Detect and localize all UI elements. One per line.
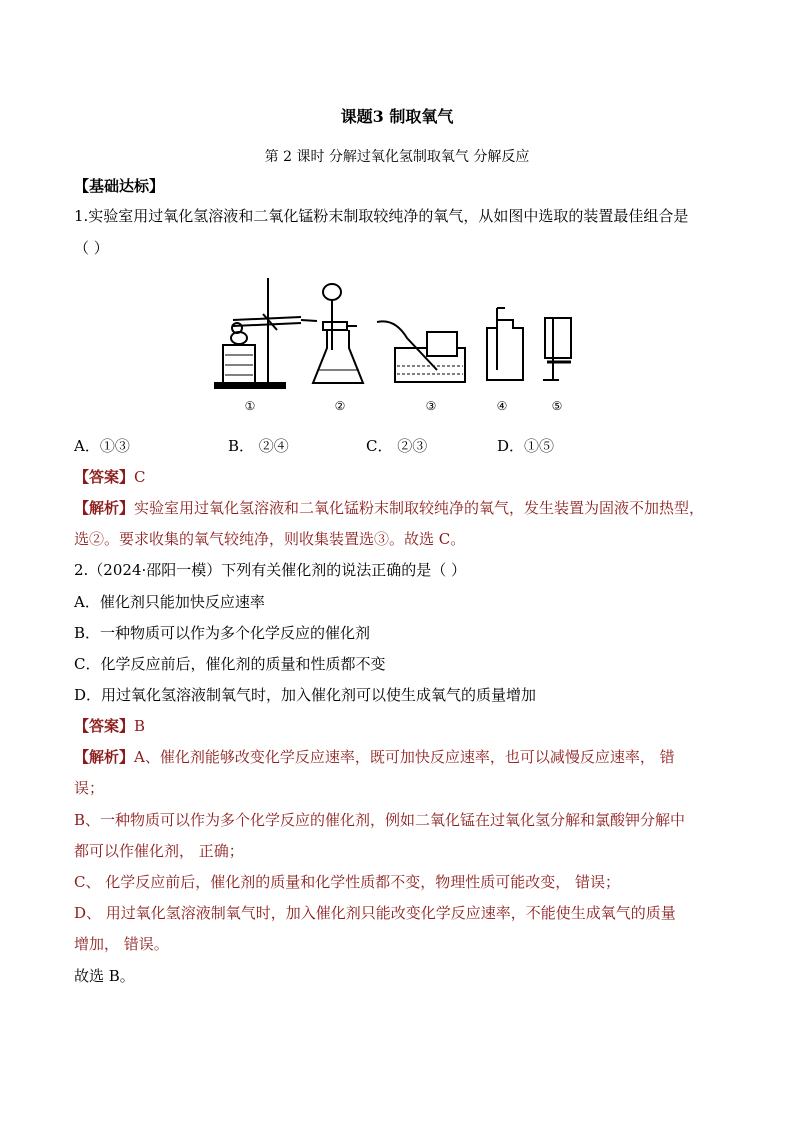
q1-answer-value: C	[134, 468, 146, 486]
section-heading: 【基础达标】	[74, 177, 165, 195]
q2-conclusion: 故选 B。	[74, 967, 135, 985]
q2-analysis-label: 【解析】	[74, 748, 135, 766]
page-subtitle: 第 2 课时 分解过氧化氢制取氧气 分解反应	[264, 149, 530, 165]
q2-analysis-b-line2: 都可以作催化剂， 正确；	[74, 842, 244, 860]
q2-stem: 2.（2024·邵阳一模）下列有关催化剂的说法正确的是（ ）	[74, 561, 467, 579]
page-title: 课题3 制取氧气	[340, 107, 454, 126]
figure-label-1: ①	[244, 399, 256, 413]
q1-analysis-line2: 选②。要求收集的氧气较纯净，则收集装置选③。故选 C。	[74, 530, 466, 548]
figure-label-4: ④	[496, 399, 508, 413]
q1-option-a: A．①③	[74, 437, 130, 455]
q2-analysis-a-line2: 误；	[74, 779, 105, 797]
q2-analysis-a-line1	[74, 747, 675, 767]
figure-label-2: ②	[334, 399, 346, 413]
q1-analysis-label: 【解析】	[74, 499, 135, 517]
q2-analysis-d-line1: D、 用过氧化氢溶液制氧气时，加入催化剂只能改变化学反应速率，不能使生成氧气的质量	[74, 904, 676, 922]
q2-option-c: C．化学反应前后，催化剂的质量和性质都不变	[74, 655, 386, 673]
q1-analysis-line1	[74, 498, 704, 518]
q2-option-d: D．用过氧化氢溶液制氧气时，加入催化剂可以使生成氧气的质量增加	[74, 686, 537, 704]
q1-stem-line1: 1.实验室用过氧化氢溶液和二氧化锰粉末制取较纯净的氧气，从如图中选取的装置最佳组合是	[74, 207, 689, 225]
q2-analysis-b-line1: B、一种物质可以作为多个化学反应的催化剂，例如二氧化锰在过氧化氢分解和氯酸钾分解中	[74, 811, 686, 829]
q1-option-c: C． ②③	[366, 437, 428, 455]
q1-option-d: D．①⑤	[497, 437, 555, 455]
apparatus-figure	[205, 270, 590, 418]
q1-answer-label: 【答案】	[74, 468, 135, 486]
q2-analysis-a-text: A、催化剂能够改变化学反应速率，既可加快反应速率，也可以减慢反应速率， 错	[134, 748, 675, 766]
q2-answer-value: B	[134, 717, 146, 735]
q2-option-a: A．催化剂只能加快反应速率	[74, 593, 265, 611]
q1-answer	[74, 467, 146, 487]
q1-stem-line2: （ ）	[74, 239, 109, 257]
figure-label-3: ③	[425, 399, 437, 413]
q2-option-b: B．一种物质可以作为多个化学反应的催化剂	[74, 624, 371, 642]
q1-analysis-text1: 实验室用过氧化氢溶液和二氧化锰粉末制取较纯净的氧气，发生装置为固液不加热型，	[134, 499, 705, 517]
q2-analysis-c: C、 化学反应前后，催化剂的质量和化学性质都不变，物理性质可能改变， 错误；	[74, 873, 621, 891]
q2-answer-label: 【答案】	[74, 717, 135, 735]
q1-option-b: B． ②④	[228, 437, 289, 455]
q2-analysis-d-line2: 增加， 错误。	[74, 935, 169, 953]
apparatus-diagram	[205, 270, 590, 418]
figure-label-5: ⑤	[551, 399, 563, 413]
q2-answer	[74, 716, 145, 736]
